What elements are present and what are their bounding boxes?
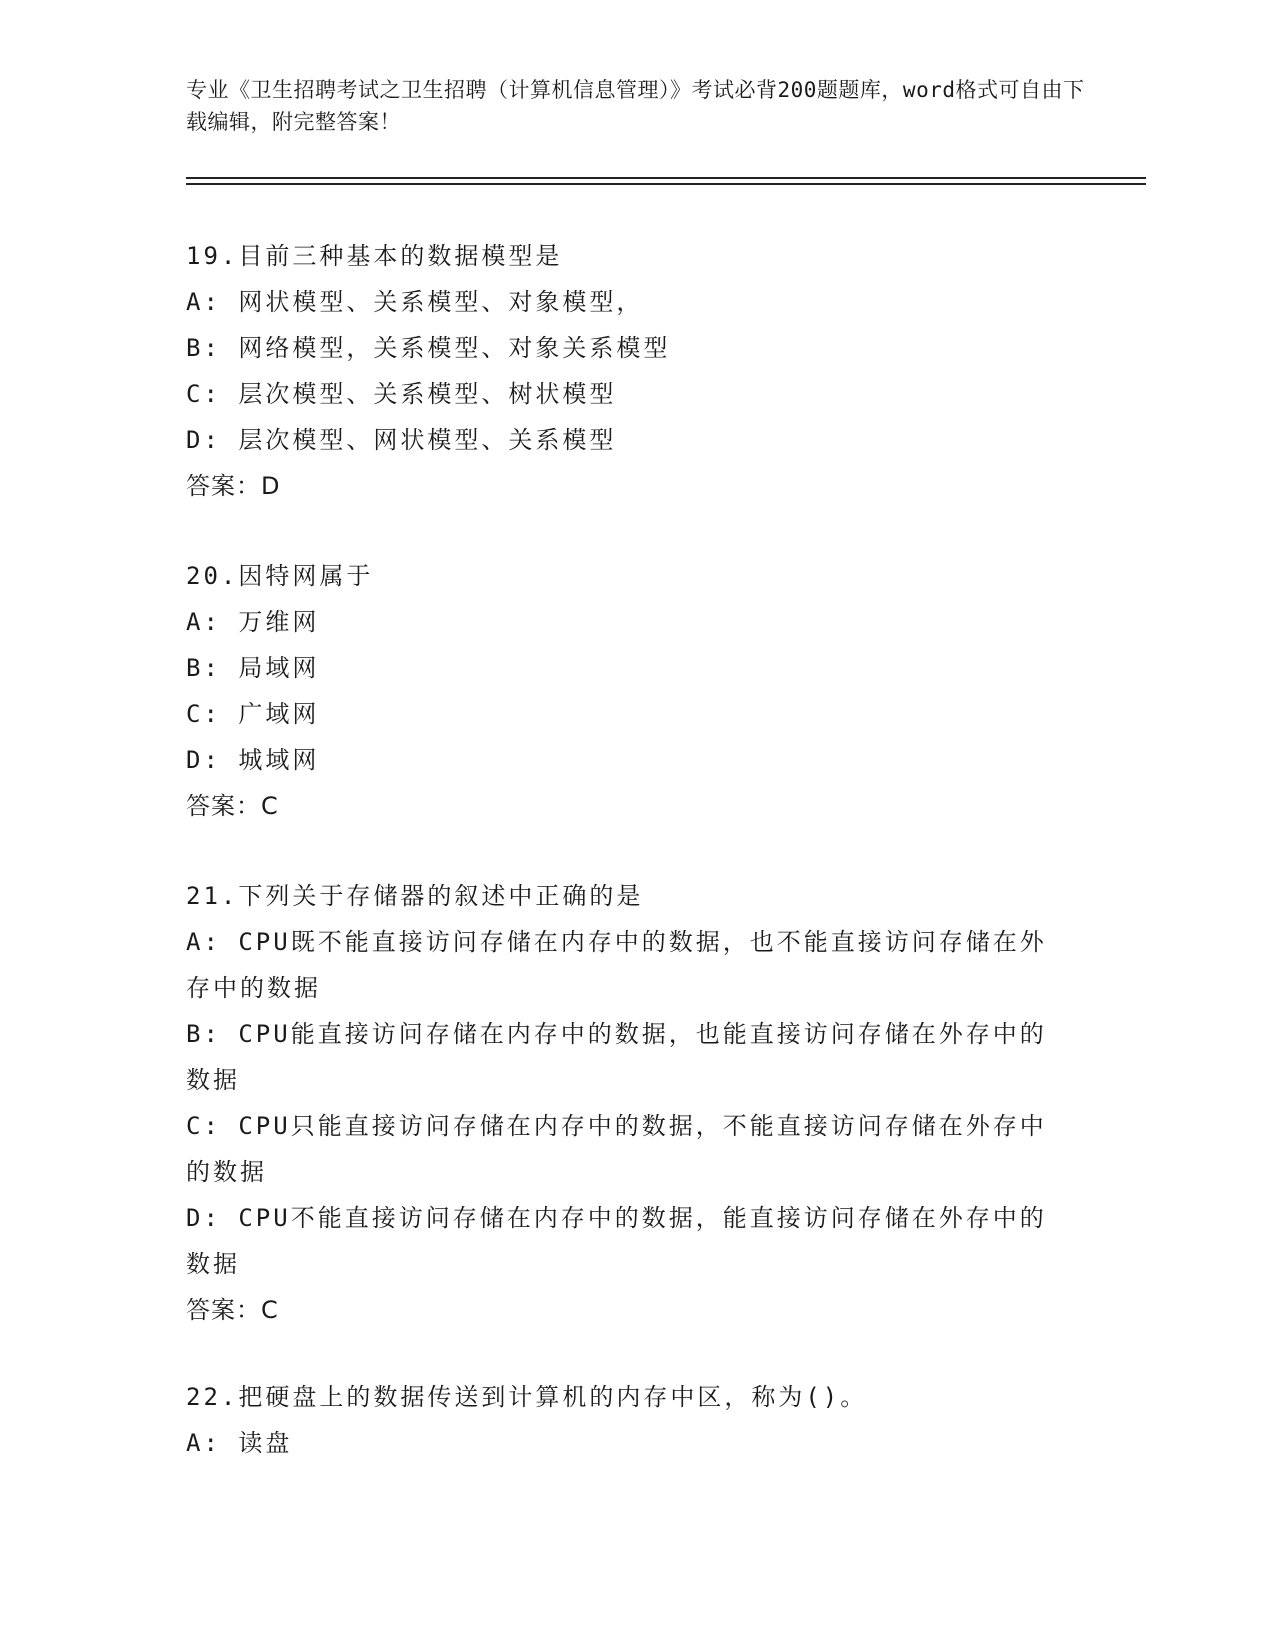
option-a: A: 万维网: [186, 608, 320, 636]
answer: 答案：D: [186, 472, 281, 500]
option-d: D: 城域网: [186, 746, 320, 774]
option-b: B: 局域网: [186, 654, 320, 682]
question-19: [186, 233, 1066, 509]
header-divider-bottom: [186, 183, 1146, 185]
option-b: B: 网络模型，关系模型、对象关系模型: [186, 334, 671, 362]
option-a: A: 读盘: [186, 1429, 293, 1457]
option-a: A: CPU既不能直接访问存储在内存中的数据，也不能直接访问存储在外存中的数据: [186, 928, 1047, 1002]
option-d: D: CPU不能直接访问存储在内存中的数据，能直接访问存储在外存中的数据: [186, 1204, 1047, 1278]
document-header: 专业《卫生招聘考试之卫生招聘（计算机信息管理）》考试必背200题题库，word格式可自由下载编辑，附完整答案！: [186, 78, 1085, 134]
option-a: A: 网状模型、关系模型、对象模型，: [186, 288, 644, 316]
option-c: C: CPU只能直接访问存储在内存中的数据，不能直接访问存储在外存中的数据: [186, 1112, 1047, 1186]
header-divider-top: [186, 177, 1146, 179]
option-c: C: 层次模型、关系模型、树状模型: [186, 380, 617, 408]
option-c: C: 广域网: [186, 700, 320, 728]
question-stem: 21.下列关于存储器的叙述中正确的是: [186, 882, 644, 910]
answer: 答案：C: [186, 792, 279, 820]
question-stem: 20.因特网属于: [186, 562, 374, 590]
option-b: B: CPU能直接访问存储在内存中的数据，也能直接访问存储在外存中的数据: [186, 1020, 1047, 1094]
option-d: D: 层次模型、网状模型、关系模型: [186, 426, 617, 454]
question-stem: 22.把硬盘上的数据传送到计算机的内存中区，称为()。: [186, 1383, 868, 1411]
question-22: [186, 1374, 1066, 1466]
question-stem: 19.目前三种基本的数据模型是: [186, 242, 563, 270]
question-20: [186, 553, 1066, 829]
question-21: [186, 873, 1066, 1333]
answer: 答案：C: [186, 1296, 279, 1324]
